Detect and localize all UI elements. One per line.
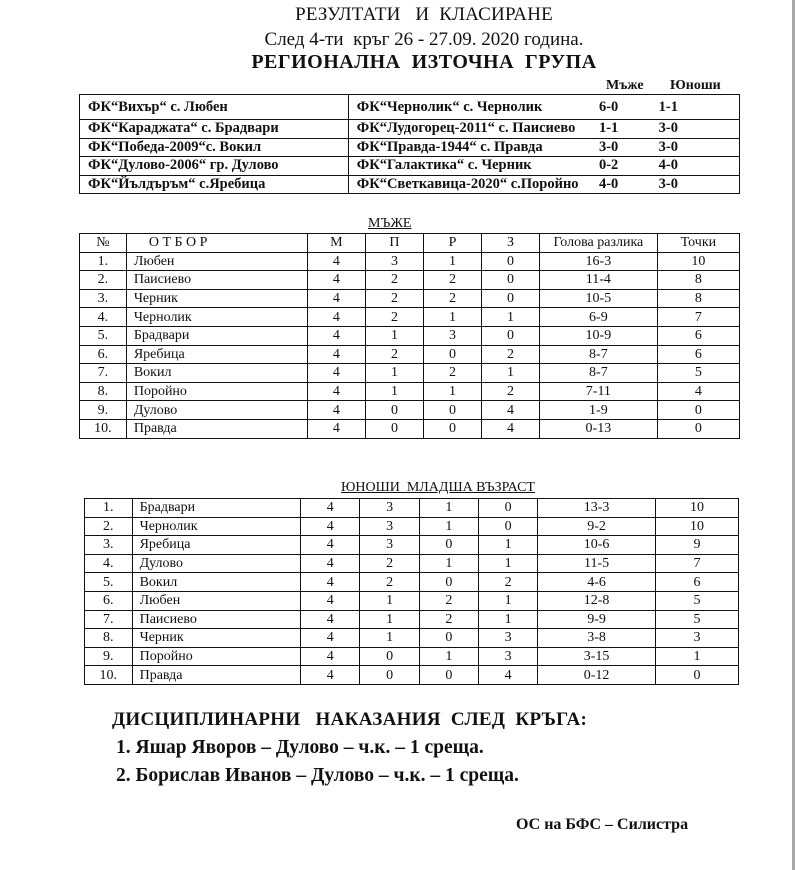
losses-cell: 1 bbox=[479, 536, 538, 555]
match-row bbox=[80, 175, 740, 194]
points-cell: 1 bbox=[655, 647, 738, 666]
played-cell: 4 bbox=[301, 629, 360, 648]
goal-difference-cell: 4-6 bbox=[538, 573, 656, 592]
disciplinary-item: 2. Борислав Иванов – Дулово – ч.к. – 1 среща. bbox=[116, 765, 519, 786]
losses-cell: 0 bbox=[481, 252, 539, 271]
team-cell: Чернолик bbox=[126, 308, 307, 327]
disciplinary-title: ДИСЦИПЛИНАРНИ НАКАЗАНИЯ СЛЕД КРЪГА: bbox=[112, 709, 588, 730]
points-cell: 9 bbox=[655, 536, 738, 555]
team-cell: Яребица bbox=[132, 536, 301, 555]
rank-cell: 8. bbox=[85, 629, 133, 648]
table-row bbox=[80, 308, 740, 327]
rank-cell: 7. bbox=[80, 364, 127, 383]
juniors-score: 4-0 bbox=[659, 157, 740, 176]
played-cell: 4 bbox=[301, 610, 360, 629]
rank-cell: 3. bbox=[80, 289, 127, 308]
rank-cell: 8. bbox=[80, 382, 127, 401]
wins-cell: 2 bbox=[365, 345, 423, 364]
table-row bbox=[85, 666, 739, 685]
points-cell: 7 bbox=[655, 554, 738, 573]
table-row bbox=[80, 401, 740, 420]
results-men-header: Мъже bbox=[606, 78, 644, 93]
rank-cell: 7. bbox=[85, 610, 133, 629]
away-team: ФК“Галактика“ с. Черник bbox=[348, 157, 599, 176]
rank-cell: 1. bbox=[80, 252, 127, 271]
rank-cell: 10. bbox=[85, 666, 133, 685]
points-cell: 6 bbox=[657, 345, 739, 364]
away-team: ФК“Светкавица-2020“ с.Поройно bbox=[348, 175, 599, 194]
juniors-score: 3-0 bbox=[659, 138, 740, 157]
played-cell: 4 bbox=[301, 647, 360, 666]
match-row bbox=[80, 138, 740, 157]
men-score: 0-2 bbox=[599, 157, 659, 176]
team-cell: Паисиево bbox=[126, 271, 307, 290]
table-row bbox=[85, 499, 739, 518]
wins-cell: 1 bbox=[365, 364, 423, 383]
goal-difference-cell: 10-6 bbox=[538, 536, 656, 555]
team-cell: Чернолик bbox=[132, 517, 301, 536]
wins-cell: 1 bbox=[360, 629, 419, 648]
played-cell: 4 bbox=[307, 419, 365, 438]
table-row bbox=[85, 629, 739, 648]
goal-difference-cell: 1-9 bbox=[539, 401, 657, 420]
team-cell: Яребица bbox=[126, 345, 307, 364]
juniors-score: 3-0 bbox=[659, 120, 740, 139]
team-cell: Правда bbox=[132, 666, 301, 685]
played-cell: 4 bbox=[307, 401, 365, 420]
wins-cell: 0 bbox=[365, 419, 423, 438]
men-score: 1-1 bbox=[599, 120, 659, 139]
away-team: ФК“Чернолик“ с. Чернолик bbox=[348, 95, 599, 120]
column-header-played: М bbox=[307, 234, 365, 253]
wins-cell: 1 bbox=[365, 382, 423, 401]
wins-cell: 0 bbox=[360, 666, 419, 685]
wins-cell: 3 bbox=[360, 517, 419, 536]
points-cell: 10 bbox=[655, 517, 738, 536]
points-cell: 4 bbox=[657, 382, 739, 401]
losses-cell: 4 bbox=[481, 419, 539, 438]
table-row bbox=[85, 554, 739, 573]
played-cell: 4 bbox=[301, 666, 360, 685]
losses-cell: 0 bbox=[481, 289, 539, 308]
draws-cell: 3 bbox=[423, 326, 481, 345]
home-team: ФК“Дулово-2006“ гр. Дулово bbox=[80, 157, 349, 176]
results-table bbox=[79, 94, 740, 194]
home-team: ФК“Вихър“ с. Любен bbox=[80, 95, 349, 120]
losses-cell: 0 bbox=[481, 326, 539, 345]
column-header-team: О Т Б О Р bbox=[126, 234, 307, 253]
wins-cell: 1 bbox=[360, 591, 419, 610]
losses-cell: 3 bbox=[479, 647, 538, 666]
draws-cell: 1 bbox=[419, 499, 478, 518]
table-row bbox=[85, 573, 739, 592]
team-cell: Брадвари bbox=[126, 326, 307, 345]
rank-cell: 9. bbox=[85, 647, 133, 666]
rank-cell: 6. bbox=[85, 591, 133, 610]
draws-cell: 2 bbox=[423, 289, 481, 308]
document-title: РЕЗУЛТАТИ И КЛАСИРАНЕ bbox=[295, 4, 553, 25]
men-score: 6-0 bbox=[599, 95, 659, 120]
team-cell: Любен bbox=[132, 591, 301, 610]
column-header-losses: З bbox=[481, 234, 539, 253]
table-row bbox=[85, 536, 739, 555]
column-header-rank: № bbox=[80, 234, 127, 253]
losses-cell: 2 bbox=[481, 345, 539, 364]
table-row bbox=[80, 326, 740, 345]
team-cell: Вокил bbox=[132, 573, 301, 592]
points-cell: 0 bbox=[655, 666, 738, 685]
played-cell: 4 bbox=[301, 499, 360, 518]
draws-cell: 2 bbox=[419, 610, 478, 629]
goal-difference-cell: 0-13 bbox=[539, 419, 657, 438]
rank-cell: 5. bbox=[80, 326, 127, 345]
losses-cell: 3 bbox=[479, 629, 538, 648]
losses-cell: 0 bbox=[481, 271, 539, 290]
points-cell: 3 bbox=[655, 629, 738, 648]
points-cell: 6 bbox=[655, 573, 738, 592]
wins-cell: 2 bbox=[365, 289, 423, 308]
rank-cell: 5. bbox=[85, 573, 133, 592]
draws-cell: 0 bbox=[423, 401, 481, 420]
losses-cell: 2 bbox=[479, 573, 538, 592]
team-cell: Поройно bbox=[126, 382, 307, 401]
team-cell: Правда bbox=[126, 419, 307, 438]
draws-cell: 1 bbox=[423, 308, 481, 327]
draws-cell: 1 bbox=[419, 554, 478, 573]
table-row bbox=[85, 610, 739, 629]
losses-cell: 0 bbox=[479, 499, 538, 518]
played-cell: 4 bbox=[307, 345, 365, 364]
points-cell: 10 bbox=[657, 252, 739, 271]
column-header-goal-difference: Голова разлика bbox=[539, 234, 657, 253]
points-cell: 7 bbox=[657, 308, 739, 327]
draws-cell: 2 bbox=[423, 364, 481, 383]
played-cell: 4 bbox=[307, 289, 365, 308]
points-cell: 5 bbox=[657, 364, 739, 383]
played-cell: 4 bbox=[307, 252, 365, 271]
rank-cell: 6. bbox=[80, 345, 127, 364]
home-team: ФК“Караджата“ с. Брадвари bbox=[80, 120, 349, 139]
group-title: РЕГИОНАЛНА ИЗТОЧНА ГРУПА bbox=[251, 51, 597, 73]
draws-cell: 2 bbox=[423, 271, 481, 290]
losses-cell: 1 bbox=[479, 591, 538, 610]
rank-cell: 4. bbox=[85, 554, 133, 573]
results-juniors-header: Юноши bbox=[670, 78, 721, 93]
goal-difference-cell: 10-5 bbox=[539, 289, 657, 308]
losses-cell: 1 bbox=[481, 364, 539, 383]
goal-difference-cell: 9-9 bbox=[538, 610, 656, 629]
rank-cell: 4. bbox=[80, 308, 127, 327]
goal-difference-cell: 11-5 bbox=[538, 554, 656, 573]
men-score: 4-0 bbox=[599, 175, 659, 194]
match-row bbox=[80, 120, 740, 139]
wins-cell: 0 bbox=[360, 647, 419, 666]
goal-difference-cell: 9-2 bbox=[538, 517, 656, 536]
played-cell: 4 bbox=[301, 554, 360, 573]
played-cell: 4 bbox=[307, 382, 365, 401]
losses-cell: 1 bbox=[479, 554, 538, 573]
goal-difference-cell: 3-8 bbox=[538, 629, 656, 648]
table-row bbox=[80, 419, 740, 438]
men-section-label: МЪЖЕ bbox=[368, 216, 412, 231]
juniors-standings-table bbox=[84, 498, 739, 685]
goal-difference-cell: 0-12 bbox=[538, 666, 656, 685]
away-team: ФК“Лудогорец-2011“ с. Паисиево bbox=[348, 120, 599, 139]
goal-difference-cell: 11-4 bbox=[539, 271, 657, 290]
played-cell: 4 bbox=[301, 573, 360, 592]
losses-cell: 0 bbox=[479, 517, 538, 536]
losses-cell: 1 bbox=[479, 610, 538, 629]
column-header-draws: Р bbox=[423, 234, 481, 253]
rank-cell: 10. bbox=[80, 419, 127, 438]
rank-cell: 2. bbox=[85, 517, 133, 536]
draws-cell: 1 bbox=[419, 647, 478, 666]
rank-cell: 9. bbox=[80, 401, 127, 420]
draws-cell: 0 bbox=[419, 536, 478, 555]
draws-cell: 0 bbox=[419, 666, 478, 685]
played-cell: 4 bbox=[307, 271, 365, 290]
wins-cell: 2 bbox=[365, 271, 423, 290]
draws-cell: 0 bbox=[423, 345, 481, 364]
wins-cell: 0 bbox=[365, 401, 423, 420]
juniors-score: 1-1 bbox=[659, 95, 740, 120]
wins-cell: 1 bbox=[365, 326, 423, 345]
goal-difference-cell: 12-8 bbox=[538, 591, 656, 610]
goal-difference-cell: 7-11 bbox=[539, 382, 657, 401]
draws-cell: 1 bbox=[423, 252, 481, 271]
wins-cell: 3 bbox=[365, 252, 423, 271]
wins-cell: 2 bbox=[365, 308, 423, 327]
table-row bbox=[80, 364, 740, 383]
played-cell: 4 bbox=[307, 308, 365, 327]
points-cell: 10 bbox=[655, 499, 738, 518]
points-cell: 6 bbox=[657, 326, 739, 345]
round-subtitle: След 4-ти кръг 26 - 27.09. 2020 година. bbox=[264, 29, 584, 50]
played-cell: 4 bbox=[301, 517, 360, 536]
header-row bbox=[80, 234, 740, 253]
played-cell: 4 bbox=[301, 536, 360, 555]
team-cell: Черник bbox=[126, 289, 307, 308]
goal-difference-cell: 8-7 bbox=[539, 364, 657, 383]
team-cell: Любен bbox=[126, 252, 307, 271]
played-cell: 4 bbox=[307, 326, 365, 345]
draws-cell: 0 bbox=[419, 629, 478, 648]
goal-difference-cell: 16-3 bbox=[539, 252, 657, 271]
points-cell: 5 bbox=[655, 610, 738, 629]
goal-difference-cell: 8-7 bbox=[539, 345, 657, 364]
draws-cell: 1 bbox=[423, 382, 481, 401]
goal-difference-cell: 3-15 bbox=[538, 647, 656, 666]
points-cell: 0 bbox=[657, 401, 739, 420]
table-row bbox=[80, 252, 740, 271]
juniors-section-label: ЮНОШИ МЛАДША ВЪЗРАСТ bbox=[341, 480, 535, 495]
rank-cell: 3. bbox=[85, 536, 133, 555]
men-score: 3-0 bbox=[599, 138, 659, 157]
wins-cell: 1 bbox=[360, 610, 419, 629]
table-row bbox=[80, 382, 740, 401]
draws-cell: 0 bbox=[419, 573, 478, 592]
points-cell: 0 bbox=[657, 419, 739, 438]
home-team: ФК“Победа-2009“с. Вокил bbox=[80, 138, 349, 157]
draws-cell: 1 bbox=[419, 517, 478, 536]
rank-cell: 2. bbox=[80, 271, 127, 290]
losses-cell: 1 bbox=[481, 308, 539, 327]
team-cell: Брадвари bbox=[132, 499, 301, 518]
wins-cell: 2 bbox=[360, 554, 419, 573]
wins-cell: 2 bbox=[360, 573, 419, 592]
losses-cell: 4 bbox=[481, 401, 539, 420]
rank-cell: 1. bbox=[85, 499, 133, 518]
goal-difference-cell: 10-9 bbox=[539, 326, 657, 345]
team-cell: Вокил bbox=[126, 364, 307, 383]
table-row bbox=[80, 271, 740, 290]
team-cell: Черник bbox=[132, 629, 301, 648]
played-cell: 4 bbox=[307, 364, 365, 383]
goal-difference-cell: 6-9 bbox=[539, 308, 657, 327]
men-standings-table bbox=[79, 233, 740, 439]
table-row bbox=[80, 345, 740, 364]
column-header-points: Точки bbox=[657, 234, 739, 253]
draws-cell: 0 bbox=[423, 419, 481, 438]
column-header-wins: П bbox=[365, 234, 423, 253]
losses-cell: 4 bbox=[479, 666, 538, 685]
points-cell: 5 bbox=[655, 591, 738, 610]
played-cell: 4 bbox=[301, 591, 360, 610]
table-row bbox=[85, 517, 739, 536]
table-row bbox=[80, 289, 740, 308]
wins-cell: 3 bbox=[360, 536, 419, 555]
away-team: ФК“Правда-1944“ с. Правда bbox=[348, 138, 599, 157]
goal-difference-cell: 13-3 bbox=[538, 499, 656, 518]
points-cell: 8 bbox=[657, 271, 739, 290]
draws-cell: 2 bbox=[419, 591, 478, 610]
team-cell: Дулово bbox=[126, 401, 307, 420]
team-cell: Паисиево bbox=[132, 610, 301, 629]
points-cell: 8 bbox=[657, 289, 739, 308]
match-row bbox=[80, 95, 740, 120]
signature: ОС на БФС – Силистра bbox=[516, 816, 689, 833]
losses-cell: 2 bbox=[481, 382, 539, 401]
table-row bbox=[85, 647, 739, 666]
team-cell: Дулово bbox=[132, 554, 301, 573]
home-team: ФК“Йълдъръм“ с.Яребица bbox=[80, 175, 349, 194]
match-row bbox=[80, 157, 740, 176]
team-cell: Поройно bbox=[132, 647, 301, 666]
table-row bbox=[85, 591, 739, 610]
disciplinary-item: 1. Яшар Яворов – Дулово – ч.к. – 1 среща. bbox=[116, 737, 484, 758]
wins-cell: 3 bbox=[360, 499, 419, 518]
juniors-score: 3-0 bbox=[659, 175, 740, 194]
